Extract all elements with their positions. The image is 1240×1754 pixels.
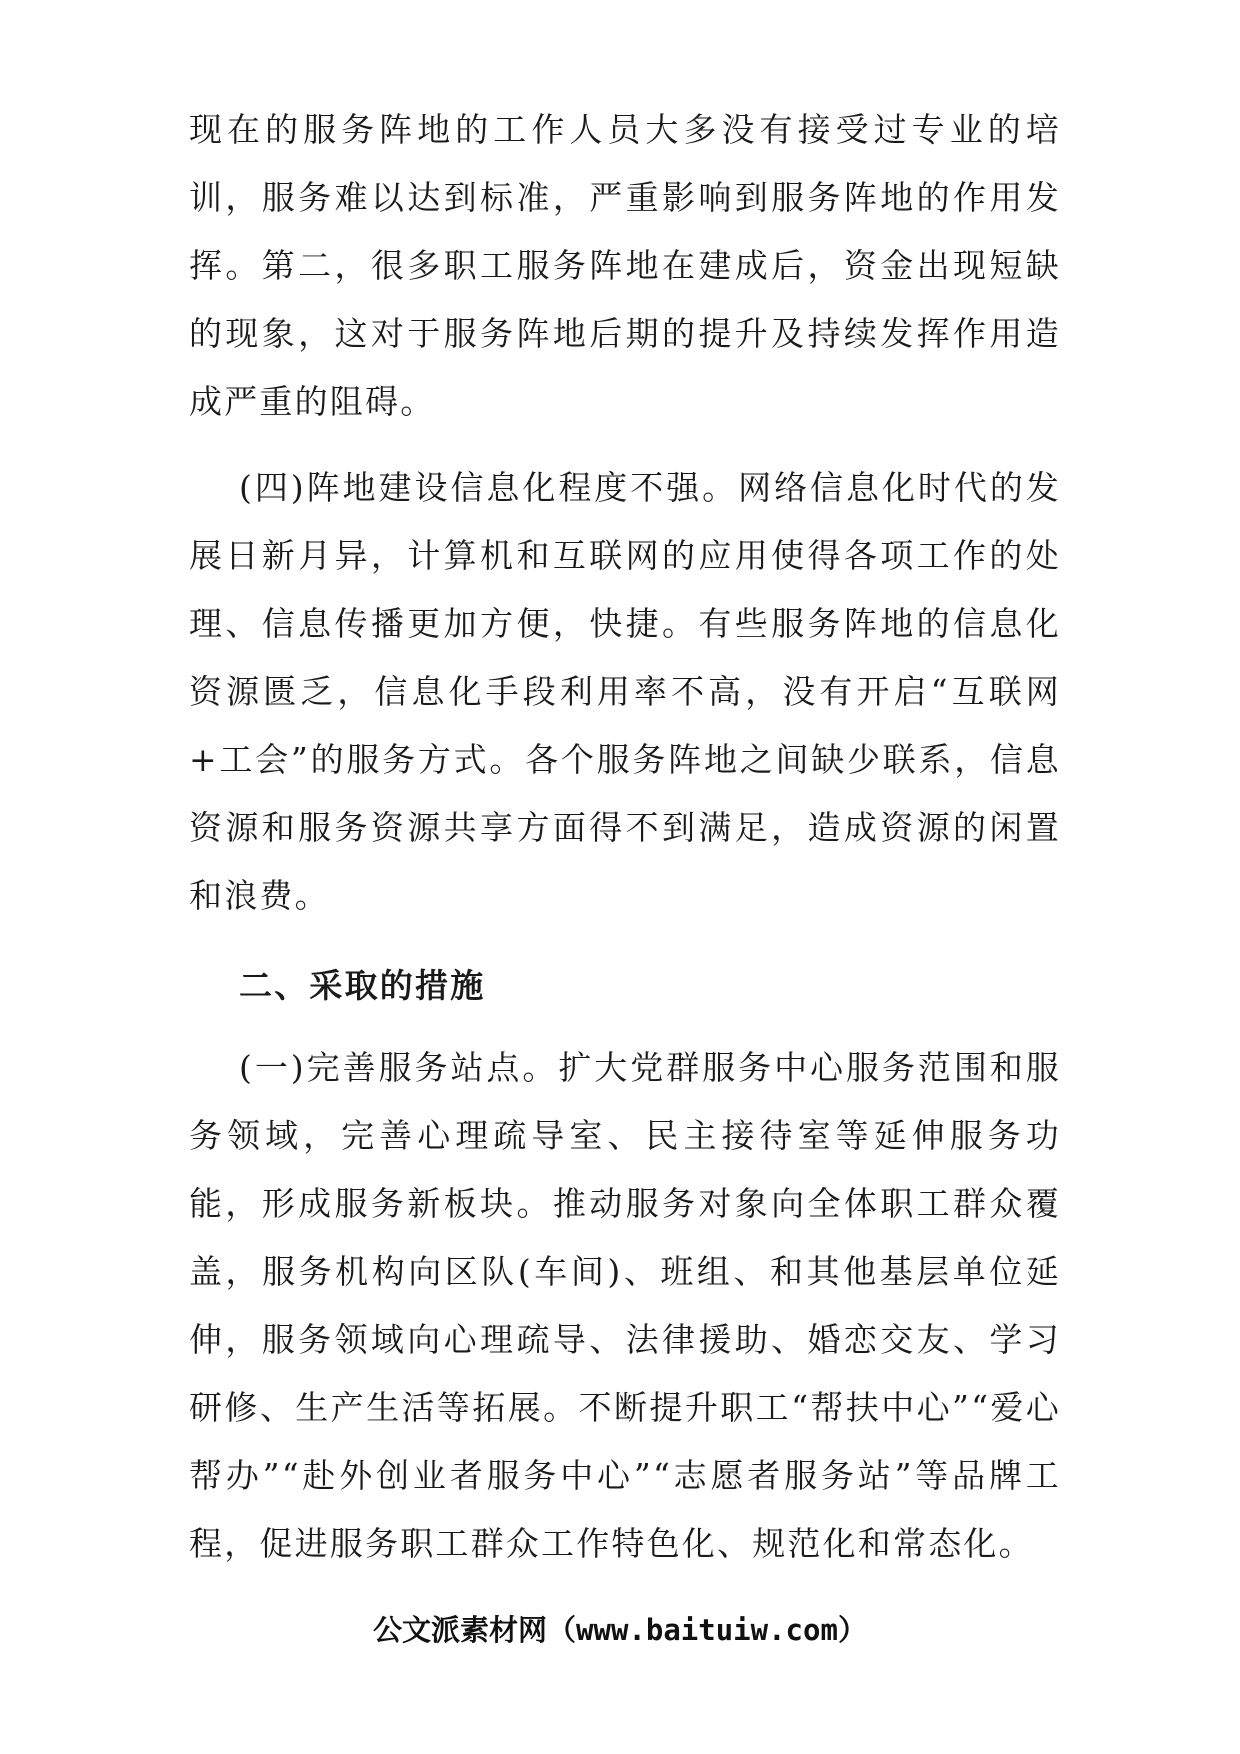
section-heading: 二、采取的措施: [239, 966, 486, 1005]
paragraph-item-four: (四)阵地建设信息化程度不强。网络信息化时代的发展日新月异，计算机和互联网的应用使得各项工作的处理、信息传播更加方便，快捷。有些服务阵地的信息化资源匮乏，信息化手段利用率不高，没有开启“互联网+工会”的服务方式。各个服务阵地之间缺少联系，信息资源和服务资源共享方面得不到满足，造成资源的闲置和浪费。: [189, 468, 1061, 915]
document-body: [189, 96, 1061, 1578]
paragraph-item-one: (一)完善服务站点。扩大党群服务中心服务范围和服务领域，完善心理疏导室、民主接待室等延伸服务功能，形成服务新板块。推动服务对象向全体职工群众覆盖，服务机构向区队(车间)、班组、和其他基层单位延伸，服务领域向心理疏导、法律援助、婚恋交友、学习研修、生产生活等拓展。不断提升职工“帮扶中心”“爱心帮办”“赴外创业者服务中心”“志愿者服务站”等品牌工程，促进服务职工群众工作特色化、规范化和常态化。: [189, 1048, 1061, 1563]
page-footer: [0, 1610, 1240, 1650]
footer-site-name: 公文派素材网: [373, 1613, 548, 1647]
footer-url[interactable]: （www.baituiw.com）: [547, 1613, 867, 1647]
paragraph-continuation: 现在的服务阵地的工作人员大多没有接受过专业的培训，服务难以达到标准，严重影响到服务阵地的作用发挥。第二，很多职工服务阵地在建成后，资金出现短缺的现象，这对于服务阵地后期的提升及持续发挥作用造成严重的阻碍。: [189, 110, 1061, 421]
